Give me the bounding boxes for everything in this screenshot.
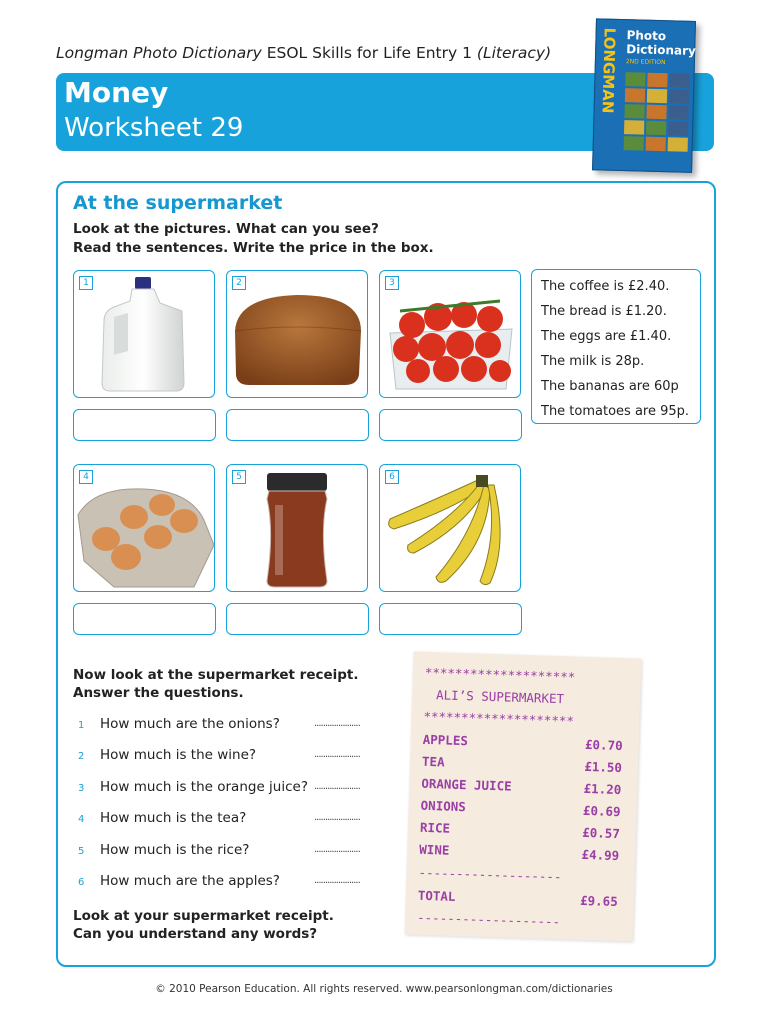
answer-box-6[interactable] (379, 603, 522, 635)
picture-number: 1 (79, 276, 93, 290)
answer-dots[interactable]: ..................... (314, 749, 360, 760)
picture-bananas (379, 464, 521, 592)
picture-bread (226, 270, 368, 398)
instruction-line-1: Look at the pictures. What can you see? (73, 221, 379, 237)
page-title: Money (64, 76, 169, 109)
receipt-stars-bottom: ******************** (423, 708, 575, 729)
picture-tomatoes (379, 270, 521, 398)
sentence: The eggs are £1.40. (541, 329, 672, 344)
receipt-total: TOTAL £9.65 (417, 887, 618, 910)
bread-loaf-icon (227, 271, 368, 398)
answer-box-3[interactable] (379, 409, 522, 441)
receipt-item: APPLES £0.70 (422, 731, 623, 754)
answer-box-2[interactable] (226, 409, 369, 441)
price-sentences (531, 269, 701, 424)
receipt-divider: ------------------- (418, 864, 562, 885)
question-1: 1 How much are the onions? ..................... (78, 716, 360, 732)
picture-number: 2 (232, 276, 246, 290)
question-5: 5 How much is the rice? ..................... (78, 842, 360, 858)
book-title: Photo Dictionary (626, 28, 697, 58)
picture-coffee (226, 464, 368, 592)
receipt-item: TEA £1.50 (421, 753, 623, 776)
sentence: The tomatoes are 95p. (541, 404, 690, 419)
picture-number: 5 (232, 470, 246, 484)
book-spine-text: LONGMAN (598, 27, 619, 114)
answer-dots[interactable]: ..................... (314, 781, 360, 792)
worksheet-number: Worksheet 29 (64, 113, 244, 143)
final-instruction-1: Look at your supermarket receipt. (73, 908, 334, 924)
picture-eggs (73, 464, 215, 592)
eggs-carton-icon (74, 465, 215, 592)
question-3: 3 How much is the orange juice? ..................... (78, 779, 360, 795)
receipt-item: RICE £0.57 (419, 819, 621, 842)
section-title: At the supermarket (73, 192, 283, 214)
coffee-jar-icon (227, 465, 368, 592)
final-instruction-2: Can you understand any words? (73, 926, 318, 942)
questions-intro-1: Now look at the supermarket receipt. (73, 667, 359, 683)
sentence: The bread is £1.20. (541, 304, 667, 319)
receipt-item: ONIONS £0.69 (420, 797, 621, 820)
answer-box-5[interactable] (226, 603, 369, 635)
sentence: The milk is 28p. (541, 354, 645, 369)
receipt-store-name: ALI’S SUPERMARKET (435, 687, 565, 707)
instruction-line-2: Read the sentences. Write the price in the box. (73, 240, 434, 256)
answer-box-1[interactable] (73, 409, 216, 441)
questions-intro-2: Answer the questions. (73, 685, 244, 701)
copyright-footer: © 2010 Pearson Education. All rights reserved. www.pearsonlongman.com/dictionaries (155, 983, 613, 995)
book-cover-image (592, 18, 726, 173)
answer-dots[interactable]: ..................... (314, 812, 360, 823)
book-photo-grid (624, 72, 690, 152)
supermarket-receipt (405, 651, 642, 941)
sentence: The coffee is £2.40. (541, 279, 670, 294)
sentence: The bananas are 60p (541, 379, 679, 394)
receipt-item: ORANGE JUICE £1.20 (421, 775, 622, 798)
receipt-divider: ------------------- (416, 909, 561, 930)
answer-dots[interactable]: ..................... (314, 718, 360, 729)
answer-dots[interactable]: ..................... (314, 875, 360, 886)
picture-milk (73, 270, 215, 398)
book-edition: 2ND EDITION (625, 58, 666, 67)
tomatoes-icon (380, 271, 521, 398)
milk-jug-icon (74, 271, 215, 398)
picture-number: 6 (385, 470, 399, 484)
receipt-stars-top: ******************** (424, 664, 576, 685)
answer-box-4[interactable] (73, 603, 216, 635)
question-2: 2 How much is the wine? ..................... (78, 747, 360, 763)
picture-number: 4 (79, 470, 93, 484)
answer-dots[interactable]: ..................... (314, 844, 360, 855)
bananas-icon (380, 465, 521, 592)
subtitle: Longman Photo Dictionary ESOL Skills for Life Entry 1 (Literacy) (56, 44, 552, 62)
picture-number: 3 (385, 276, 399, 290)
question-6: 6 How much are the apples? ..................... (78, 873, 360, 889)
question-4: 4 How much is the tea? ..................... (78, 810, 360, 826)
receipt-item: WINE £4.99 (419, 841, 620, 864)
